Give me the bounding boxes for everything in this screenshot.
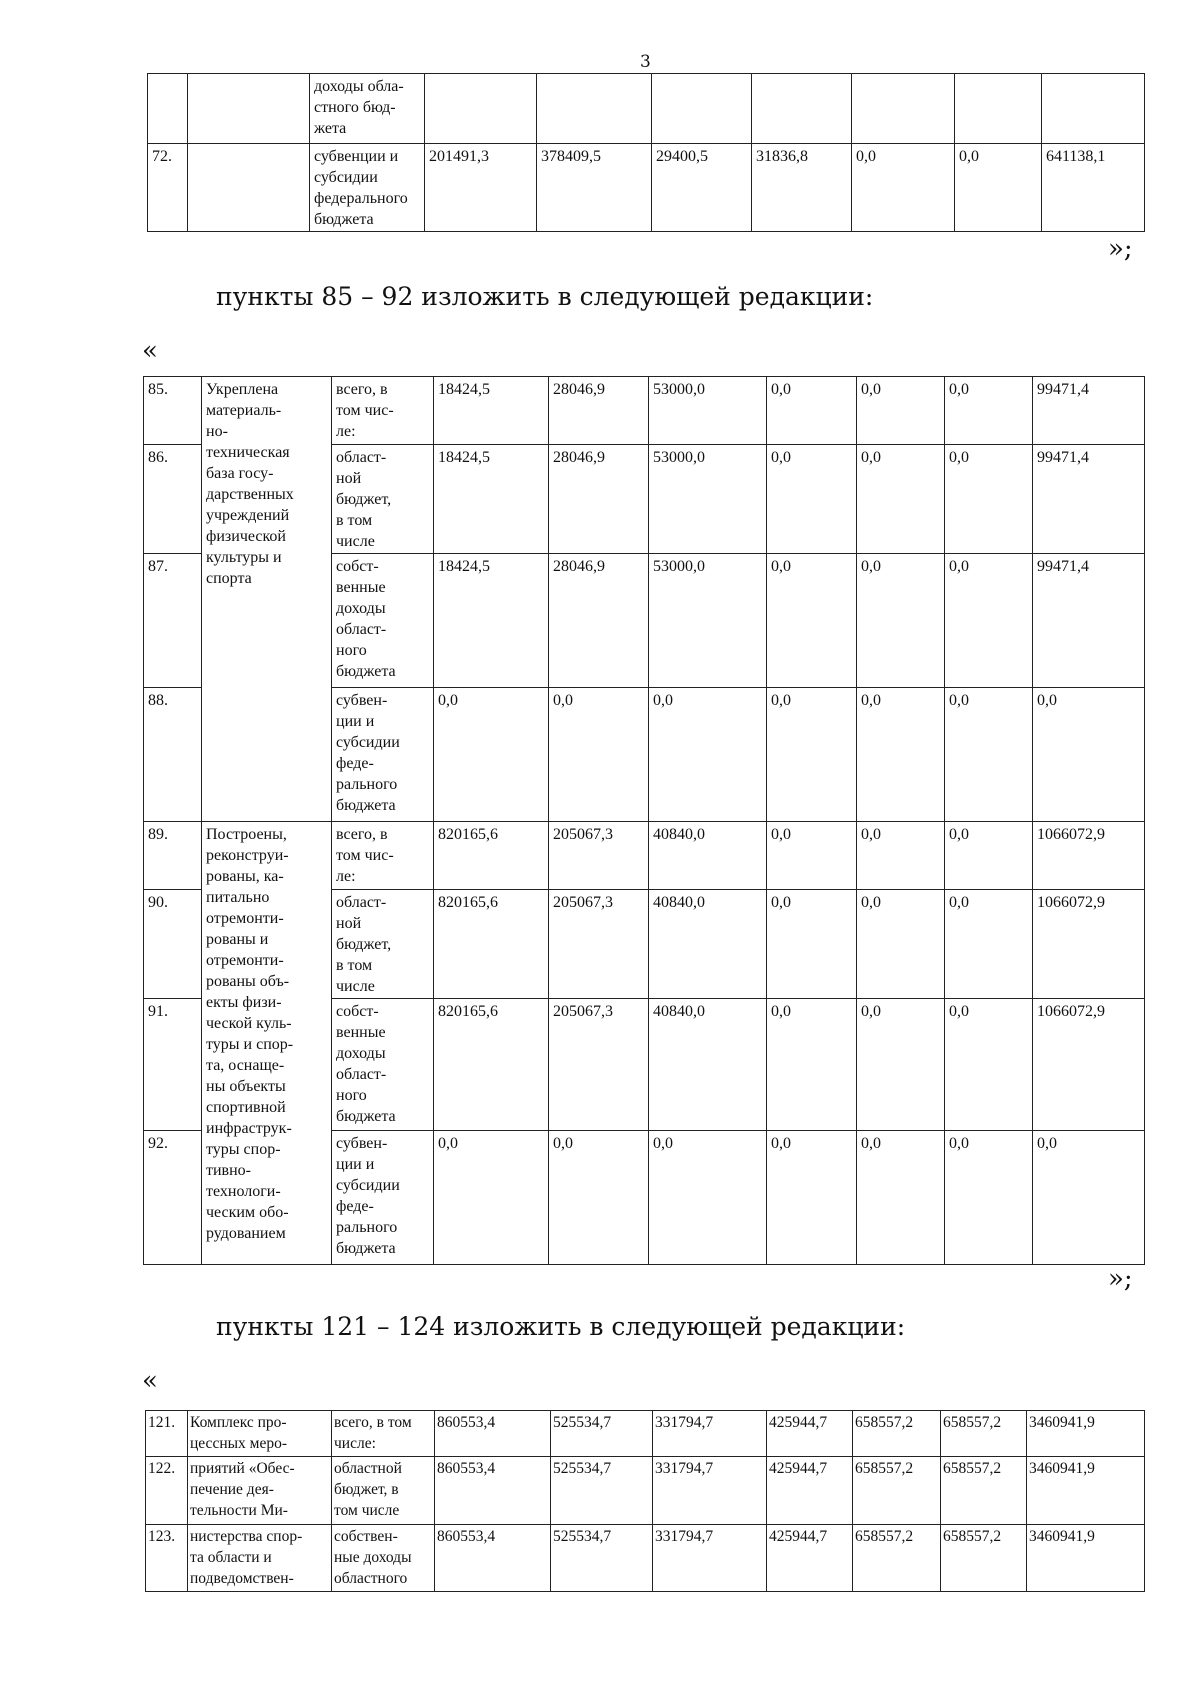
value-cell: 0,0 bbox=[945, 822, 1033, 890]
value-cell: 820165,6 bbox=[434, 890, 549, 999]
value-cell bbox=[652, 74, 752, 144]
value-cell: 0,0 bbox=[857, 1131, 945, 1265]
value-cell: 29400,5 bbox=[652, 144, 752, 232]
row-number: 122. bbox=[146, 1457, 188, 1525]
value-cell: 0,0 bbox=[767, 554, 857, 688]
value-cell: 658557,2 bbox=[853, 1457, 941, 1525]
value-cell: 0,0 bbox=[945, 999, 1033, 1131]
value-cell: 28046,9 bbox=[549, 445, 649, 554]
row-category: субвенции и субсидии федерального бюджета bbox=[310, 144, 425, 232]
row-number: 85. bbox=[144, 377, 202, 445]
value-cell: 0,0 bbox=[767, 1131, 857, 1265]
value-cell: 525534,7 bbox=[551, 1525, 653, 1592]
row-category: собствен- ные доходы областного bbox=[332, 1525, 435, 1592]
value-cell: 0,0 bbox=[945, 688, 1033, 822]
value-cell: 1066072,9 bbox=[1033, 890, 1145, 999]
value-cell: 378409,5 bbox=[537, 144, 652, 232]
value-cell: 0,0 bbox=[767, 688, 857, 822]
row-label bbox=[188, 144, 310, 232]
value-cell: 0,0 bbox=[955, 144, 1042, 232]
value-cell: 3460941,9 bbox=[1027, 1411, 1145, 1457]
value-cell: 3460941,9 bbox=[1027, 1525, 1145, 1592]
section-heading: пункты 85 – 92 изложить в следующей редакции: bbox=[216, 282, 874, 311]
table-row bbox=[146, 1457, 1145, 1525]
row-number: 90. bbox=[144, 890, 202, 999]
value-cell: 40840,0 bbox=[649, 890, 767, 999]
value-cell bbox=[752, 74, 852, 144]
value-cell: 99471,4 bbox=[1033, 377, 1145, 445]
table-row bbox=[144, 377, 1145, 445]
value-cell: 425944,7 bbox=[767, 1457, 853, 1525]
value-cell: 331794,7 bbox=[653, 1411, 767, 1457]
section-heading: пункты 121 – 124 изложить в следующей редакции: bbox=[216, 1312, 906, 1341]
row-number: 86. bbox=[144, 445, 202, 554]
value-cell: 0,0 bbox=[852, 144, 955, 232]
value-cell: 331794,7 bbox=[653, 1525, 767, 1592]
row-label: нистерства спор- та области и подведомствен- bbox=[188, 1525, 332, 1592]
row-label bbox=[188, 74, 310, 144]
table-top bbox=[147, 73, 1145, 232]
row-number: 121. bbox=[146, 1411, 188, 1457]
row-number: 89. bbox=[144, 822, 202, 890]
closing-quote: »; bbox=[1108, 234, 1133, 264]
value-cell: 28046,9 bbox=[549, 554, 649, 688]
value-cell: 53000,0 bbox=[649, 554, 767, 688]
value-cell: 99471,4 bbox=[1033, 445, 1145, 554]
value-cell: 18424,5 bbox=[434, 554, 549, 688]
row-number bbox=[148, 74, 188, 144]
value-cell: 0,0 bbox=[434, 688, 549, 822]
value-cell: 0,0 bbox=[1033, 688, 1145, 822]
row-category: област- ной бюджет, в том числе bbox=[332, 890, 434, 999]
row-category: всего, в том чис- ле: bbox=[332, 377, 434, 445]
value-cell: 658557,2 bbox=[941, 1411, 1027, 1457]
value-cell: 525534,7 bbox=[551, 1457, 653, 1525]
value-cell: 0,0 bbox=[767, 377, 857, 445]
value-cell: 0,0 bbox=[857, 377, 945, 445]
value-cell: 860553,4 bbox=[435, 1525, 551, 1592]
value-cell: 820165,6 bbox=[434, 822, 549, 890]
value-cell: 18424,5 bbox=[434, 377, 549, 445]
value-cell: 1066072,9 bbox=[1033, 822, 1145, 890]
value-cell bbox=[1042, 74, 1145, 144]
page-number: 3 bbox=[640, 52, 651, 72]
row-category: доходы обла- стного бюд- жета bbox=[310, 74, 425, 144]
value-cell: 0,0 bbox=[857, 890, 945, 999]
value-cell: 205067,3 bbox=[549, 999, 649, 1131]
row-number: 72. bbox=[148, 144, 188, 232]
value-cell: 3460941,9 bbox=[1027, 1457, 1145, 1525]
row-label: Комплекс про- цессных меро- bbox=[188, 1411, 332, 1457]
value-cell: 0,0 bbox=[857, 554, 945, 688]
row-number: 87. bbox=[144, 554, 202, 688]
table-items-121-124 bbox=[145, 1410, 1145, 1592]
row-category: субвен- ции и субсидии феде- рального бюджета bbox=[332, 1131, 434, 1265]
value-cell: 99471,4 bbox=[1033, 554, 1145, 688]
value-cell: 658557,2 bbox=[853, 1525, 941, 1592]
value-cell: 0,0 bbox=[857, 822, 945, 890]
closing-quote: »; bbox=[1108, 1264, 1133, 1294]
value-cell: 425944,7 bbox=[767, 1525, 853, 1592]
value-cell: 53000,0 bbox=[649, 377, 767, 445]
opening-quote: « bbox=[142, 336, 158, 366]
value-cell: 0,0 bbox=[434, 1131, 549, 1265]
value-cell: 28046,9 bbox=[549, 377, 649, 445]
value-cell: 0,0 bbox=[857, 999, 945, 1131]
value-cell: 205067,3 bbox=[549, 890, 649, 999]
row-category: всего, в том числе: bbox=[332, 1411, 435, 1457]
row-number: 123. bbox=[146, 1525, 188, 1592]
value-cell: 0,0 bbox=[767, 445, 857, 554]
table-row bbox=[146, 1525, 1145, 1592]
table-row bbox=[144, 822, 1145, 890]
value-cell bbox=[955, 74, 1042, 144]
value-cell: 641138,1 bbox=[1042, 144, 1145, 232]
value-cell: 860553,4 bbox=[435, 1457, 551, 1525]
value-cell: 658557,2 bbox=[941, 1457, 1027, 1525]
value-cell: 18424,5 bbox=[434, 445, 549, 554]
value-cell: 0,0 bbox=[767, 822, 857, 890]
value-cell: 0,0 bbox=[767, 999, 857, 1131]
table-row bbox=[148, 144, 1145, 232]
value-cell: 0,0 bbox=[945, 554, 1033, 688]
value-cell bbox=[852, 74, 955, 144]
row-category: всего, в том чис- ле: bbox=[332, 822, 434, 890]
value-cell: 205067,3 bbox=[549, 822, 649, 890]
table-row bbox=[146, 1411, 1145, 1457]
table-row bbox=[148, 74, 1145, 144]
value-cell: 0,0 bbox=[857, 688, 945, 822]
value-cell: 0,0 bbox=[649, 688, 767, 822]
value-cell: 40840,0 bbox=[649, 822, 767, 890]
row-category: област- ной бюджет, в том числе bbox=[332, 445, 434, 554]
value-cell: 0,0 bbox=[857, 445, 945, 554]
group-label: Построены, реконструи- рованы, ка- питально отремонти- рованы и отремонти- рованы объ- екты физи- ческой куль- туры и спор- та, оснаще- ны объекты спортивной инфраструк- туры спор- тивно- технологи- ческим обо- рудованием bbox=[202, 822, 332, 1265]
row-label: приятий «Обес- печение дея- тельности Ми- bbox=[188, 1457, 332, 1525]
value-cell: 860553,4 bbox=[435, 1411, 551, 1457]
value-cell bbox=[537, 74, 652, 144]
group-label: Укреплена материаль- но- техническая база госу- дарственных учреждений физической культуры и спорта bbox=[202, 377, 332, 822]
value-cell: 0,0 bbox=[549, 688, 649, 822]
value-cell: 525534,7 bbox=[551, 1411, 653, 1457]
value-cell: 31836,8 bbox=[752, 144, 852, 232]
value-cell: 0,0 bbox=[945, 1131, 1033, 1265]
row-category: субвен- ции и субсидии феде- рального бюджета bbox=[332, 688, 434, 822]
value-cell: 331794,7 bbox=[653, 1457, 767, 1525]
value-cell: 0,0 bbox=[649, 1131, 767, 1265]
value-cell: 658557,2 bbox=[853, 1411, 941, 1457]
value-cell: 40840,0 bbox=[649, 999, 767, 1131]
value-cell: 0,0 bbox=[945, 445, 1033, 554]
value-cell: 201491,3 bbox=[425, 144, 537, 232]
value-cell: 0,0 bbox=[945, 890, 1033, 999]
value-cell: 1066072,9 bbox=[1033, 999, 1145, 1131]
row-category: областной бюджет, в том числе bbox=[332, 1457, 435, 1525]
row-category: собст- венные доходы област- ного бюджета bbox=[332, 999, 434, 1131]
value-cell: 53000,0 bbox=[649, 445, 767, 554]
table-items-85-92 bbox=[143, 376, 1145, 1265]
value-cell: 0,0 bbox=[1033, 1131, 1145, 1265]
row-number: 91. bbox=[144, 999, 202, 1131]
value-cell: 0,0 bbox=[767, 890, 857, 999]
value-cell: 0,0 bbox=[549, 1131, 649, 1265]
value-cell bbox=[425, 74, 537, 144]
row-number: 92. bbox=[144, 1131, 202, 1265]
value-cell: 0,0 bbox=[945, 377, 1033, 445]
row-number: 88. bbox=[144, 688, 202, 822]
value-cell: 425944,7 bbox=[767, 1411, 853, 1457]
value-cell: 820165,6 bbox=[434, 999, 549, 1131]
opening-quote: « bbox=[142, 1366, 158, 1396]
value-cell: 658557,2 bbox=[941, 1525, 1027, 1592]
row-category: собст- венные доходы област- ного бюджета bbox=[332, 554, 434, 688]
